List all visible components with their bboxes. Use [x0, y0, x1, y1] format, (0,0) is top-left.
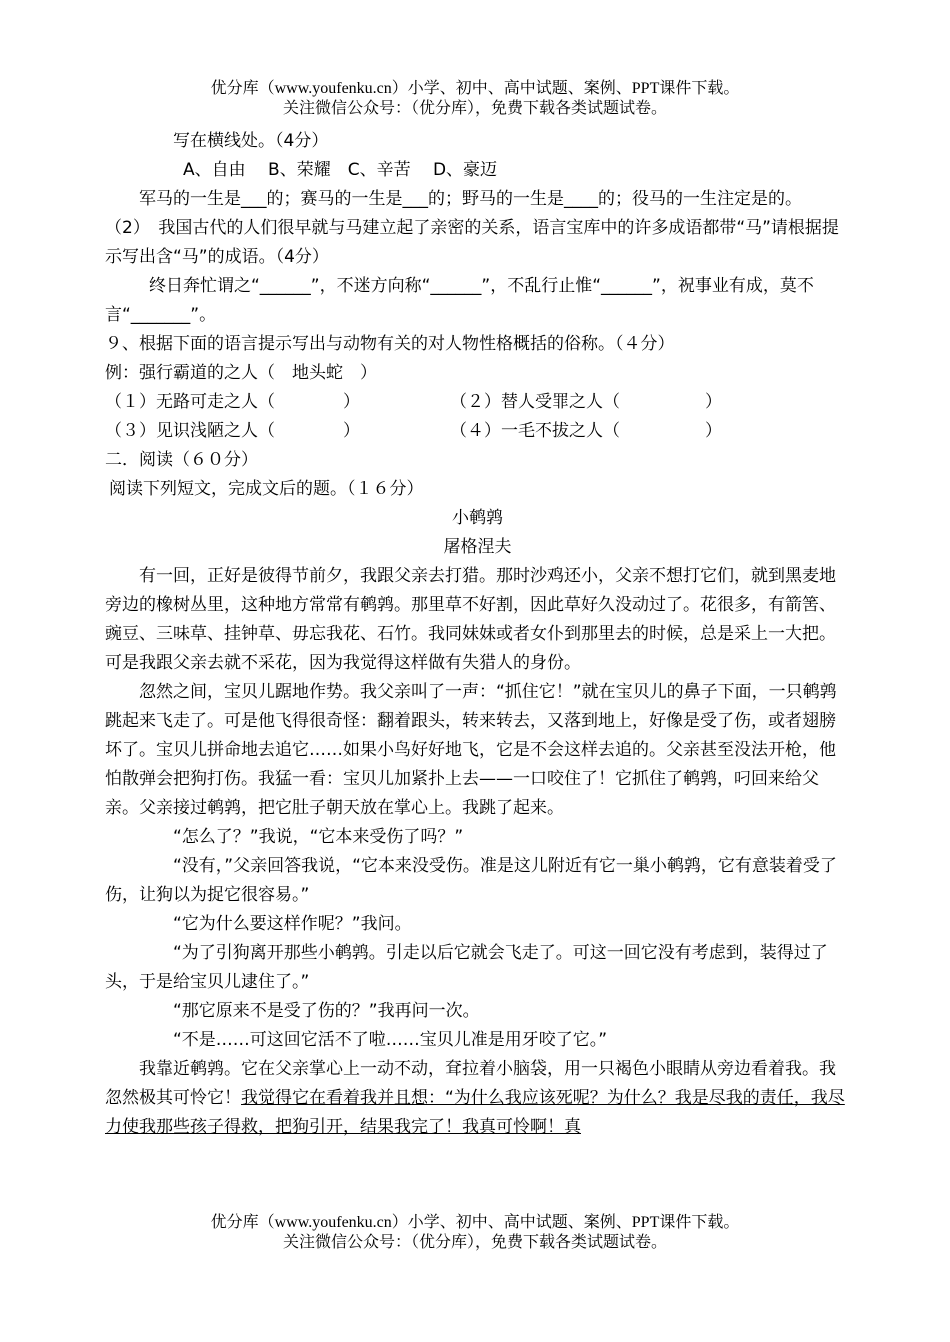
q9-item-2: （２）替人受罪之人（ ）: [450, 392, 722, 412]
q9-row-1: [105, 388, 850, 417]
story-paragraph: “怎么了？”我说，“它本来受伤了吗？”: [173, 827, 464, 847]
q8a-sentence: 军马的一生是___的；赛马的一生是___的；野马的一生是____的；役马的一生注定是的。: [139, 189, 802, 209]
story-last-underlined: 我觉得它在看着我并且想：“为什么我应该死呢？为什么？我是尽我的责任，我尽力使我那些孩子得救，把狗引开，结果我完了！我真可怜啊！真: [105, 1088, 845, 1137]
q9-item-3: （３）见识浅陋之人（ ）: [105, 421, 360, 441]
story-paragraph: “不是……可这回它活不了啦……宝贝儿准是用牙咬了它。”: [173, 1030, 608, 1050]
q8b-prompt: （2） 我国古代的人们很早就与马建立起了亲密的关系，语言宝库中的许多成语都带“马”请根据提示写出含“马”的成语。（4分）: [105, 218, 839, 267]
q8a-instruction: 写在横线处。（4分）: [173, 131, 329, 151]
q8a-options: A、自由 B、荣耀 C、辛苦 D、豪迈: [183, 160, 498, 180]
story-paragraph: 有一回，正好是彼得节前夕，我跟父亲去打猎。那时沙鸡还小，父亲不想打它们，就到黑麦地旁边的橡树丛里，这种地方常常有鹌鹑。那里草不好割，因此草好久没动过了。花很多，有箭筈、豌豆、三味草、挂钟草、毋忘我花、石竹。我同妹妹或者女仆到那里去的时候，总是采上一大把。可是我跟父亲去就不采花，因为我觉得这样做有失猎人的身份。: [105, 566, 836, 673]
section-title: 二．阅读（６０分）: [105, 450, 258, 470]
story-author: 屠格涅夫: [443, 537, 512, 557]
footer-line-1: 优分库（www.youfenku.cn）小学、初中、高中试题、案例、PPT课件下载。: [210, 1214, 740, 1231]
story-paragraph: “没有，”父亲回答我说，“它本来没受伤。准是这儿附近有它一巢小鹌鹑，它有意装着受了伤，让狗以为捉它很容易。”: [105, 856, 837, 905]
reading-instruction: 阅读下列短文，完成文后的题。（１６分）: [109, 479, 424, 499]
q8b-blanks: 终日奔忙谓之“______”，不迷方向称“______”，不乱行止惟“______”，祝事业有成，莫不言“_______”。: [105, 276, 814, 325]
header-line-1: 优分库（www.youfenku.cn）小学、初中、高中试题、案例、PPT课件下载。: [210, 80, 740, 97]
story-paragraph: 忽然之间，宝贝儿踞地作势。我父亲叫了一声：“抓住它！”就在宝贝儿的鼻子下面，一只鹌鹑跳起来飞走了。可是他飞得很奇怪：翻着跟头，转来转去，又落到地上，好像是受了伤，或者翅膀坏了。宝贝儿拼命地去追它……如果小鸟好好地飞，它是不会这样去追的。父亲甚至没法开枪，他怕散弹会把狗打伤。我猛一看：宝贝儿加紧扑上去——一口咬住了！它抓住了鹌鹑，叼回来给父亲。父亲接过鹌鹑，把它肚子朝天放在掌心上。我跳了起来。: [105, 682, 837, 818]
story-paragraph: “为了引狗离开那些小鹌鹑。引走以后它就会飞走了。可这一回它没有考虑到，装得过了头，于是给宝贝儿逮住了。”: [105, 943, 828, 992]
story-last-plain: 我靠近鹌鹑。它在父亲掌心上一动不动，耷拉着小脑袋，用一只褐色小眼睛从旁边看着我。我忽然极其可怜它！: [105, 1059, 836, 1108]
q9-item-4: （４）一毛不拔之人（ ）: [450, 421, 722, 441]
q9-item-1: （１）无路可走之人（ ）: [105, 392, 360, 412]
q9-row-2: [105, 417, 850, 446]
story-paragraph: “那它原来不是受了伤的？”我再问一次。: [173, 1001, 480, 1021]
story-title: 小鹌鹑: [452, 508, 503, 528]
footer-line-2: 关注微信公众号：（优分库），免费下载各类试题试卷。: [282, 1234, 667, 1251]
story-paragraph: “它为什么要这样作呢？”我问。: [173, 914, 412, 934]
q9-example: 例：强行霸道的之人（ 地头蛇 ）: [105, 363, 377, 383]
q9-prompt: ９、根据下面的语言提示写出与动物有关的对人物性格概括的俗称。（４分）: [105, 334, 675, 354]
header-line-2: 关注微信公众号：（优分库），免费下载各类试题试卷。: [282, 100, 667, 117]
document-body: [105, 127, 850, 1142]
story-paragraph-last: [105, 1055, 850, 1142]
